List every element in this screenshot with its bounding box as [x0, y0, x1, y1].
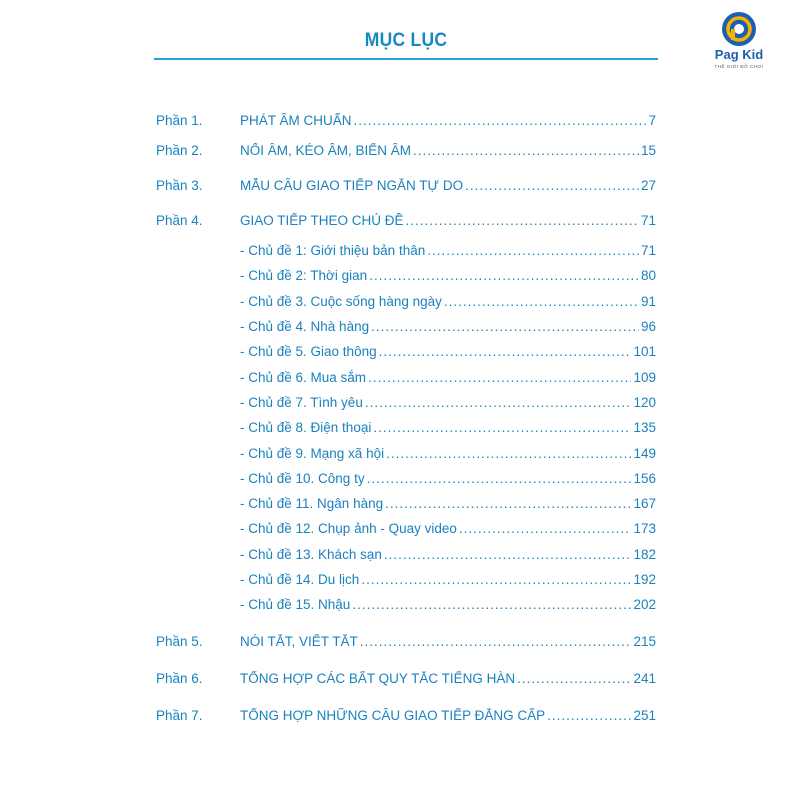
toc-topic-row — [156, 516, 656, 541]
toc-entry — [240, 597, 656, 612]
toc-entry — [240, 143, 656, 158]
toc-topic-row — [156, 440, 656, 465]
toc-page-number: 149 — [633, 445, 656, 461]
toc-page-number: 215 — [633, 633, 656, 649]
dot-leader — [386, 446, 631, 461]
toc-topic-row — [156, 238, 656, 263]
toc-entry-title: NÓI TẮT, VIẾT TẮT — [240, 633, 358, 649]
toc-entry — [240, 671, 656, 686]
toc-part-row — [156, 107, 656, 133]
dot-leader — [367, 471, 632, 486]
toc-entry-title: - Chủ đề 6. Mua sắm — [240, 369, 367, 385]
toc-entry — [240, 395, 656, 410]
toc-topic-row — [156, 289, 656, 314]
toc-entry — [240, 521, 656, 536]
toc-part-label: Phần 1. — [156, 112, 203, 128]
toc-page-number: 202 — [633, 597, 656, 613]
toc-entry-title: - Chủ đề 3. Cuộc sống hàng ngày — [240, 293, 442, 309]
toc-entry-title: - Chủ đề 10. Công ty — [240, 470, 365, 486]
toc-page-number: 135 — [633, 420, 656, 436]
toc-entry — [240, 243, 656, 258]
brand-logo — [700, 12, 786, 78]
toc-page-number: 15 — [640, 143, 656, 158]
dot-leader — [369, 268, 639, 283]
toc-entry-title: - Chủ đề 12. Chụp ảnh - Quay video — [240, 521, 457, 537]
dot-leader — [371, 319, 639, 334]
toc-entry-title: - Chủ đề 13. Khách sạn — [240, 546, 382, 562]
toc-entry — [240, 547, 656, 562]
dot-leader — [365, 395, 632, 410]
toc-entry — [240, 178, 656, 193]
toc-entry — [240, 344, 656, 359]
toc-entry — [240, 213, 656, 228]
table-of-contents — [156, 107, 656, 728]
toc-page-number: 27 — [640, 178, 656, 193]
toc-entry — [240, 370, 656, 385]
dot-leader — [406, 213, 639, 228]
toc-topic-row — [156, 314, 656, 339]
toc-entry-title: NỐI ÂM, KÉO ÂM, BIẾN ÂM — [240, 143, 412, 158]
dot-leader — [413, 143, 639, 158]
dot-leader — [354, 113, 647, 128]
toc-part-label: Phần 6. — [156, 670, 203, 686]
dot-leader — [373, 420, 631, 435]
toc-entry-title: - Chủ đề 1: Giới thiệu bản thân — [240, 243, 426, 259]
toc-entry — [240, 446, 656, 461]
dot-leader — [465, 178, 639, 193]
toc-page-number: 7 — [648, 112, 656, 128]
toc-entry-title: PHÁT ÂM CHUẨN — [240, 112, 352, 128]
toc-entry — [240, 420, 656, 435]
logo-text: Pag Kid — [714, 47, 764, 62]
toc-entry-title: GIAO TIẾP THEO CHỦ ĐỀ — [240, 213, 404, 228]
dot-leader — [384, 547, 632, 562]
toc-part-label: Phần 2. — [156, 143, 203, 158]
toc-page-number: 173 — [633, 521, 656, 537]
title-rule — [154, 58, 658, 60]
toc-entry-title: - Chủ đề 7. Tình yêu — [240, 394, 363, 410]
dot-leader — [379, 344, 632, 359]
toc-page-number: 109 — [633, 369, 656, 385]
dot-leader — [385, 496, 631, 511]
page-title: MỤC LỤC — [364, 30, 448, 51]
logo-tagline: THẾ GIỚI ĐỒ CHƠI — [714, 64, 764, 69]
toc-topic-row — [156, 592, 656, 617]
dot-leader — [352, 597, 631, 612]
toc-entry-title: - Chủ đề 8. Điện thoại — [240, 420, 372, 436]
dot-leader — [360, 634, 632, 649]
toc-part-row — [156, 665, 656, 691]
toc-topic-row — [156, 466, 656, 491]
toc-page-number: 182 — [633, 546, 656, 562]
toc-topic-row — [156, 390, 656, 415]
dot-leader — [517, 671, 631, 686]
toc-page-number: 96 — [640, 319, 656, 335]
toc-part-label: Phần 7. — [156, 707, 203, 723]
toc-topic-row — [156, 567, 656, 592]
toc-part-label: Phần 3. — [156, 178, 203, 193]
toc-entry-title: - Chủ đề 4. Nhà hàng — [240, 319, 370, 335]
toc-page-number: 101 — [633, 344, 656, 360]
toc-topic-row — [156, 542, 656, 567]
toc-page-number: 71 — [640, 243, 656, 259]
toc-entry — [240, 708, 656, 723]
toc-entry — [240, 471, 656, 486]
toc-topic-row — [156, 263, 656, 288]
dot-leader — [444, 294, 639, 309]
toc-topic-row — [156, 491, 656, 516]
toc-page-number: 167 — [633, 496, 656, 512]
toc-page-number: 120 — [633, 394, 656, 410]
dot-leader — [459, 521, 632, 536]
toc-entry-title: MẪU CÂU GIAO TIẾP NGẮN TỰ DO — [240, 178, 464, 193]
toc-part-row — [156, 628, 656, 654]
toc-part-row — [156, 168, 656, 203]
dot-leader — [547, 708, 631, 723]
toc-entry — [240, 294, 656, 309]
toc-page-number: 241 — [633, 670, 656, 686]
toc-entry-title: - Chủ đề 2: Thời gian — [240, 268, 368, 284]
toc-part-row — [156, 203, 656, 238]
toc-part-row — [156, 702, 656, 728]
toc-topic-row — [156, 364, 656, 389]
toc-page-number: 192 — [633, 572, 656, 587]
toc-topic-row — [156, 339, 656, 364]
toc-entry-title: - Chủ đề 14. Du lịch — [240, 572, 360, 587]
toc-entry-title: - Chủ đề 9. Mạng xã hội — [240, 445, 385, 461]
toc-part-row — [156, 133, 656, 168]
toc-page-number: 91 — [640, 293, 656, 309]
toc-entry-title: - Chủ đề 15. Nhậu — [240, 597, 351, 613]
dot-leader — [368, 370, 631, 385]
toc-entry-title: - Chủ đề 11. Ngân hàng — [240, 496, 384, 512]
toc-entry-title: TỔNG HỢP CÁC BẤT QUY TẮC TIẾNG HÀN — [240, 670, 516, 686]
dot-leader — [361, 572, 631, 587]
toc-page-number: 156 — [633, 470, 656, 486]
logo-mark-icon — [722, 12, 756, 46]
toc-page-number: 251 — [633, 707, 656, 723]
toc-entry — [240, 319, 656, 334]
toc-entry — [240, 634, 656, 649]
toc-part-label: Phần 4. — [156, 213, 203, 228]
toc-entry — [240, 572, 656, 587]
toc-topic-row — [156, 415, 656, 440]
toc-entry — [240, 496, 656, 511]
toc-entry — [240, 113, 656, 128]
dot-leader — [427, 243, 639, 258]
toc-entry — [240, 268, 656, 283]
toc-entry-title: TỔNG HỢP NHỮNG CÂU GIAO TIẾP ĐẲNG CẤP — [240, 707, 546, 723]
toc-page-number: 71 — [640, 213, 656, 228]
toc-entry-title: - Chủ đề 5. Giao thông — [240, 344, 377, 360]
toc-page-number: 80 — [640, 268, 656, 284]
toc-part-label: Phần 5. — [156, 633, 203, 649]
